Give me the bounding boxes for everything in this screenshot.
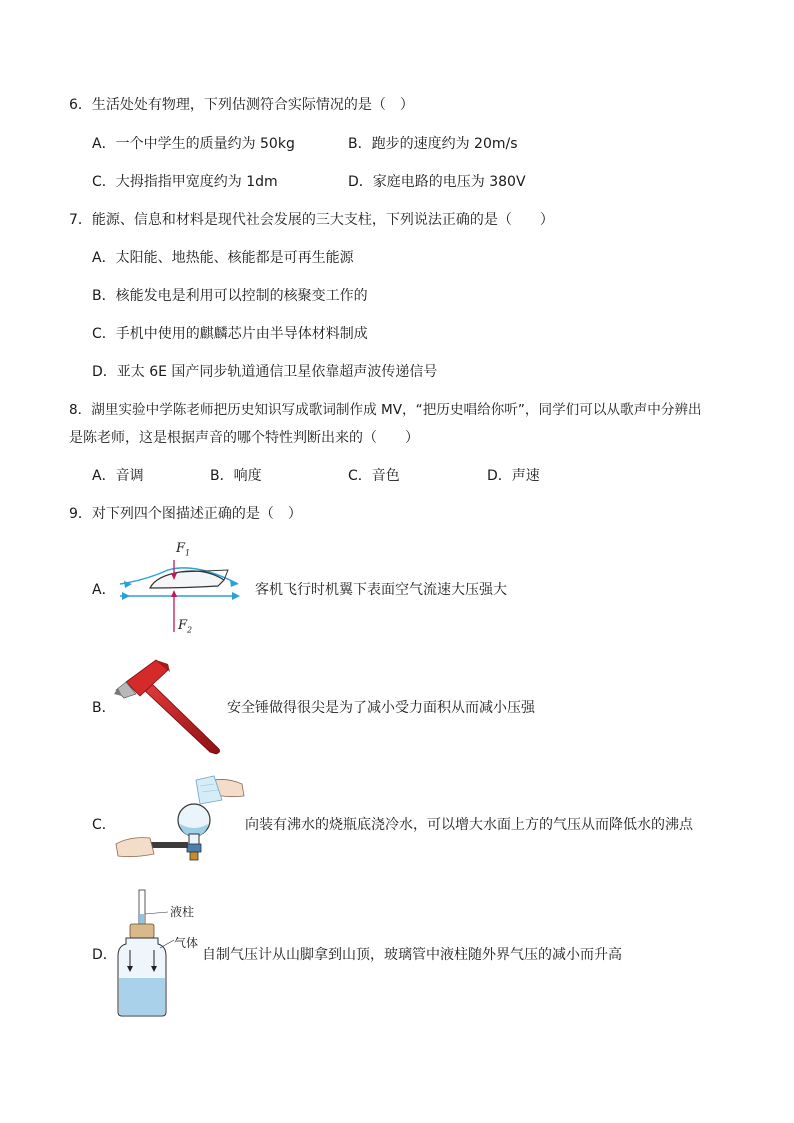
- question-8-option-d: D．声速: [487, 468, 540, 484]
- question-6-stem: 6．生活处处有物理，下列估测符合实际情况的是（ ）: [69, 97, 414, 113]
- question-9-stem: 9．对下列四个图描述正确的是（ ）: [69, 506, 302, 522]
- question-6-option-b: B．跑步的速度约为 20m/s: [348, 136, 518, 152]
- label-liquid-column: 液柱: [170, 905, 195, 919]
- question-9-item-c-text: 向装有沸水的烧瓶底浇冷水，可以增大水面上方的气压从而降低水的沸点: [245, 817, 693, 833]
- force-label-f2: $F_2$: [178, 618, 193, 635]
- question-6-option-a: A．一个中学生的质量约为 50kg: [92, 136, 295, 152]
- question-8-option-b: B．响度: [210, 468, 262, 484]
- label-gas: 气体: [174, 936, 199, 950]
- question-8-stem-line1: 8．湖里实验中学陈老师把历史知识写成歌词制作成 MV，“把历史唱给你听”，同学们可以从歌声中分辨出: [69, 402, 702, 418]
- flask-cooling-figure: [114, 772, 248, 868]
- question-9-item-b-letter: B．: [92, 700, 116, 716]
- question-6-option-c: C．大拇指指甲宽度约为 1dm: [92, 174, 278, 190]
- safety-hammer-figure: [112, 656, 230, 756]
- question-9-item-b-text: 安全锤做得很尖是为了减小受力面积从而减小压强: [227, 700, 535, 716]
- question-7-option-c: C．手机中使用的麒麟芯片由半导体材料制成: [92, 326, 368, 342]
- question-9-item-c-letter: C．: [92, 817, 116, 833]
- question-7-stem: 7．能源、信息和材料是现代社会发展的三大支柱，下列说法正确的是（ ）: [69, 212, 554, 228]
- question-7-option-b: B．核能发电是利用可以控制的核聚变工作的: [92, 288, 368, 304]
- question-9-item-d-letter: D．: [92, 947, 117, 963]
- question-8-option-a: A．音调: [92, 468, 144, 484]
- question-9-item-a-letter: A．: [92, 582, 116, 598]
- question-9-item-a-text: 客机飞行时机翼下表面空气流速大压强大: [255, 582, 507, 598]
- question-6-option-d: D．家庭电路的电压为 380V: [348, 174, 526, 190]
- question-9-item-d-text: 自制气压计从山脚拿到山顶，玻璃管中液柱随外界气压的减小而升高: [202, 947, 622, 963]
- force-label-f1: $F_1$: [176, 541, 191, 558]
- question-8-stem-line2: 是陈老师，这是根据声音的哪个特性判断出来的（ ）: [69, 430, 419, 446]
- question-7-option-d: D．亚太 6E 国产同步轨道通信卫星依靠超声波传递信号: [92, 364, 438, 380]
- question-8-option-c: C．音色: [348, 468, 400, 484]
- question-7-option-a: A．太阳能、地热能、核能都是可再生能源: [92, 250, 354, 266]
